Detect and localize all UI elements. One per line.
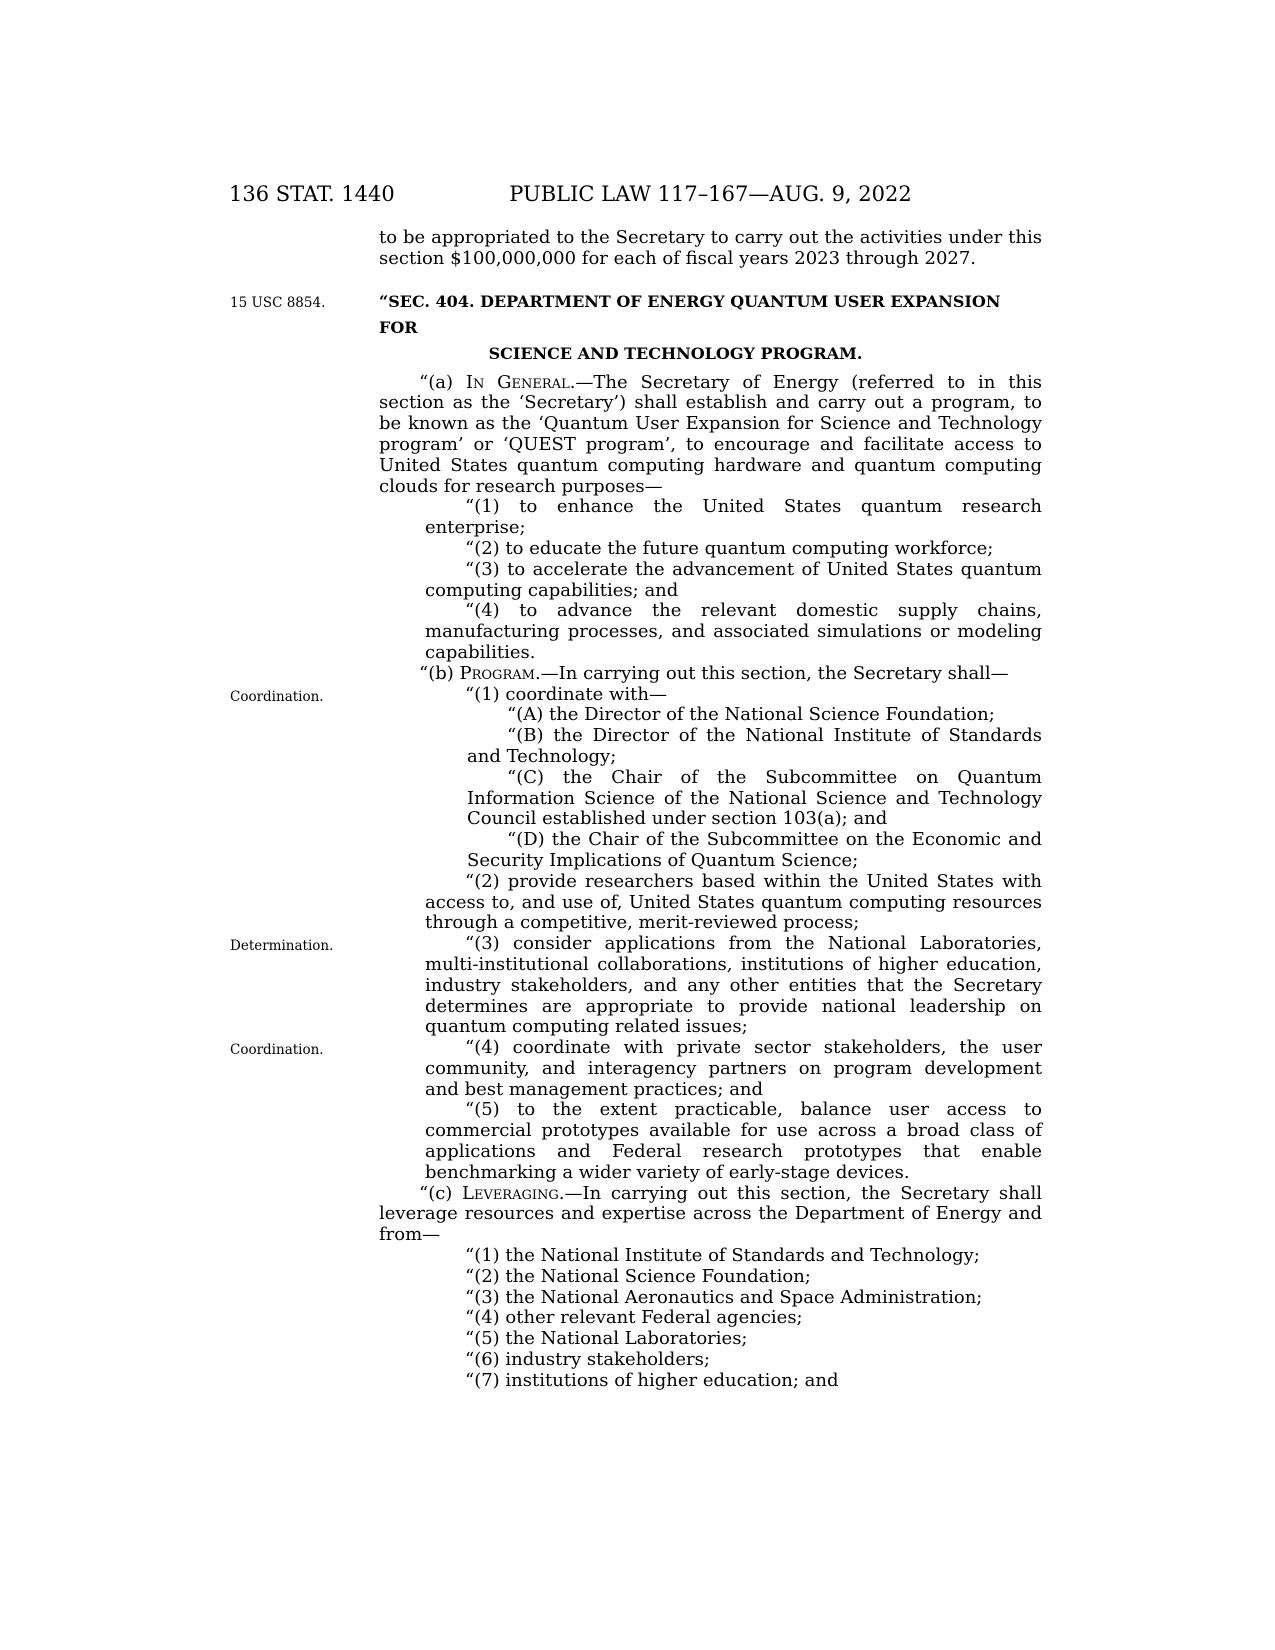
body-paragraph: [425, 1267, 1042, 1288]
margin-note: Coordination.: [230, 1042, 324, 1059]
small-caps-text: Leveraging: [461, 1182, 559, 1204]
text-run: “(3) consider applications from the National Laboratories, multi-institutional collaborations, institutions of higher education, industry stakeholders, and any other entities that the Secretary determines are appropriate to provide national leadership on quantum computing related issues;: [425, 933, 1042, 1038]
body-paragraph: [425, 539, 1042, 560]
text-run: “(b): [419, 662, 460, 684]
body-paragraph: [425, 872, 1042, 934]
body-paragraph: [379, 1184, 1042, 1246]
text-run: “(1) coordinate with—: [465, 683, 667, 705]
body-paragraph: [425, 497, 1042, 539]
body-paragraph: [425, 1288, 1042, 1309]
small-caps-text: In General: [465, 371, 570, 393]
text-run: “(7) institutions of higher education; and: [465, 1369, 839, 1391]
margin-note: 15 USC 8854.: [230, 294, 326, 311]
body-paragraph: [467, 830, 1042, 872]
body-paragraph: [425, 601, 1042, 663]
text-run: to be appropriated to the Secretary to carry out the activities under this section $100,000,000 for each of fiscal years 2023 through 2027.: [379, 227, 1042, 269]
body-paragraph: [379, 664, 1042, 685]
text-run: “(4) to advance the relevant domestic supply chains, manufacturing processes, and associated simulations or modeling capabilities.: [425, 600, 1042, 663]
law-title: PUBLIC LAW 117–167—AUG. 9, 2022: [509, 182, 912, 206]
section-heading: [230, 289, 1042, 367]
text-run: “(4) other relevant Federal agencies;: [465, 1307, 803, 1329]
body-paragraph: [425, 560, 1042, 602]
text-run: .—In carrying out this section, the Secretary shall—: [534, 662, 1009, 684]
body-paragraph: [230, 1037, 1042, 1100]
text-run: .—In carrying out this section, the Secretary shall leverage resources and expertise across the Department of Energy and from—: [379, 1182, 1042, 1246]
body-paragraph: [425, 1100, 1042, 1183]
body-paragraph: [379, 373, 1042, 498]
small-caps-text: Program: [459, 662, 535, 684]
text-run: “(6) industry stakeholders;: [465, 1349, 710, 1371]
page-header: [0, 181, 1275, 207]
stat-page-number: 136 STAT. 1440: [229, 182, 395, 206]
body-paragraph: [230, 933, 1042, 1038]
text-run: “(5) the National Laboratories;: [465, 1328, 748, 1350]
statute-body: [230, 227, 1043, 1392]
text-run: “(3) to accelerate the advancement of United States quantum computing capabilities; and: [425, 558, 1042, 601]
margin-note: Determination.: [230, 938, 334, 955]
body-paragraph: [425, 1246, 1042, 1267]
text-run: “(1) to enhance the United States quantum research enterprise;: [425, 496, 1042, 539]
text-run: “(4) coordinate with private sector stakeholders, the user community, and interagency partners on program development and best management practices; and: [425, 1037, 1042, 1100]
section-heading-line: “SEC. 404. DEPARTMENT OF ENERGY QUANTUM USER EXPANSION FOR: [379, 291, 1001, 337]
body-paragraph: [425, 1308, 1042, 1329]
text-run: “(3) the National Aeronautics and Space Administration;: [465, 1286, 983, 1308]
text-run: “(D) the Chair of the Subcommittee on the Economic and Security Implications of Quantum Science;: [467, 829, 1042, 871]
body-paragraph: [379, 228, 1042, 270]
text-run: “(c): [419, 1182, 462, 1204]
text-run: “(2) provide researchers based within the United States with access to, and use of, United States quantum computing resources through a competitive, merit-reviewed process;: [425, 870, 1042, 934]
text-run: “(2) to educate the future quantum computing workforce;: [465, 537, 994, 559]
margin-note: Coordination.: [230, 688, 324, 705]
body-paragraph: [467, 768, 1042, 830]
text-run: “(2) the National Science Foundation;: [465, 1265, 811, 1287]
body-paragraph: [425, 1350, 1042, 1371]
text-run: .—The Secretary of Energy (referred to in this section as the ‘Secretary’) shall establish and carry out a program, to be known as the ‘Quantum User Expansion for Science and Technology program’ or ‘QUEST program’, to encourage and facilitate access to United States quantum computing hardware and quantum computing clouds for research purposes—: [379, 371, 1043, 497]
text-run: “(C) the Chair of the Subcommittee on Quantum Information Science of the National Science and Technology Council established under section 103(a); and: [467, 766, 1042, 830]
body-paragraph: [467, 726, 1042, 768]
text-run: “(5) to the extent practicable, balance user access to commercial prototypes available for use across a broad class of applications and Federal research prototypes that enable benchmarking a wider variety of early-stage devices.: [425, 1099, 1042, 1183]
text-run: “(B) the Director of the National Institute of Standards and Technology;: [467, 725, 1042, 767]
body-paragraph: [230, 683, 1042, 706]
text-run: “(a): [419, 371, 466, 393]
body-paragraph: [425, 1371, 1042, 1392]
body-paragraph: [425, 1329, 1042, 1350]
section-heading-line: SCIENCE AND TECHNOLOGY PROGRAM.: [488, 343, 863, 363]
text-run: “(A) the Director of the National Science Foundation;: [507, 704, 995, 726]
body-paragraph: [467, 705, 1042, 726]
text-run: “(1) the National Institute of Standards and Technology;: [465, 1245, 980, 1267]
